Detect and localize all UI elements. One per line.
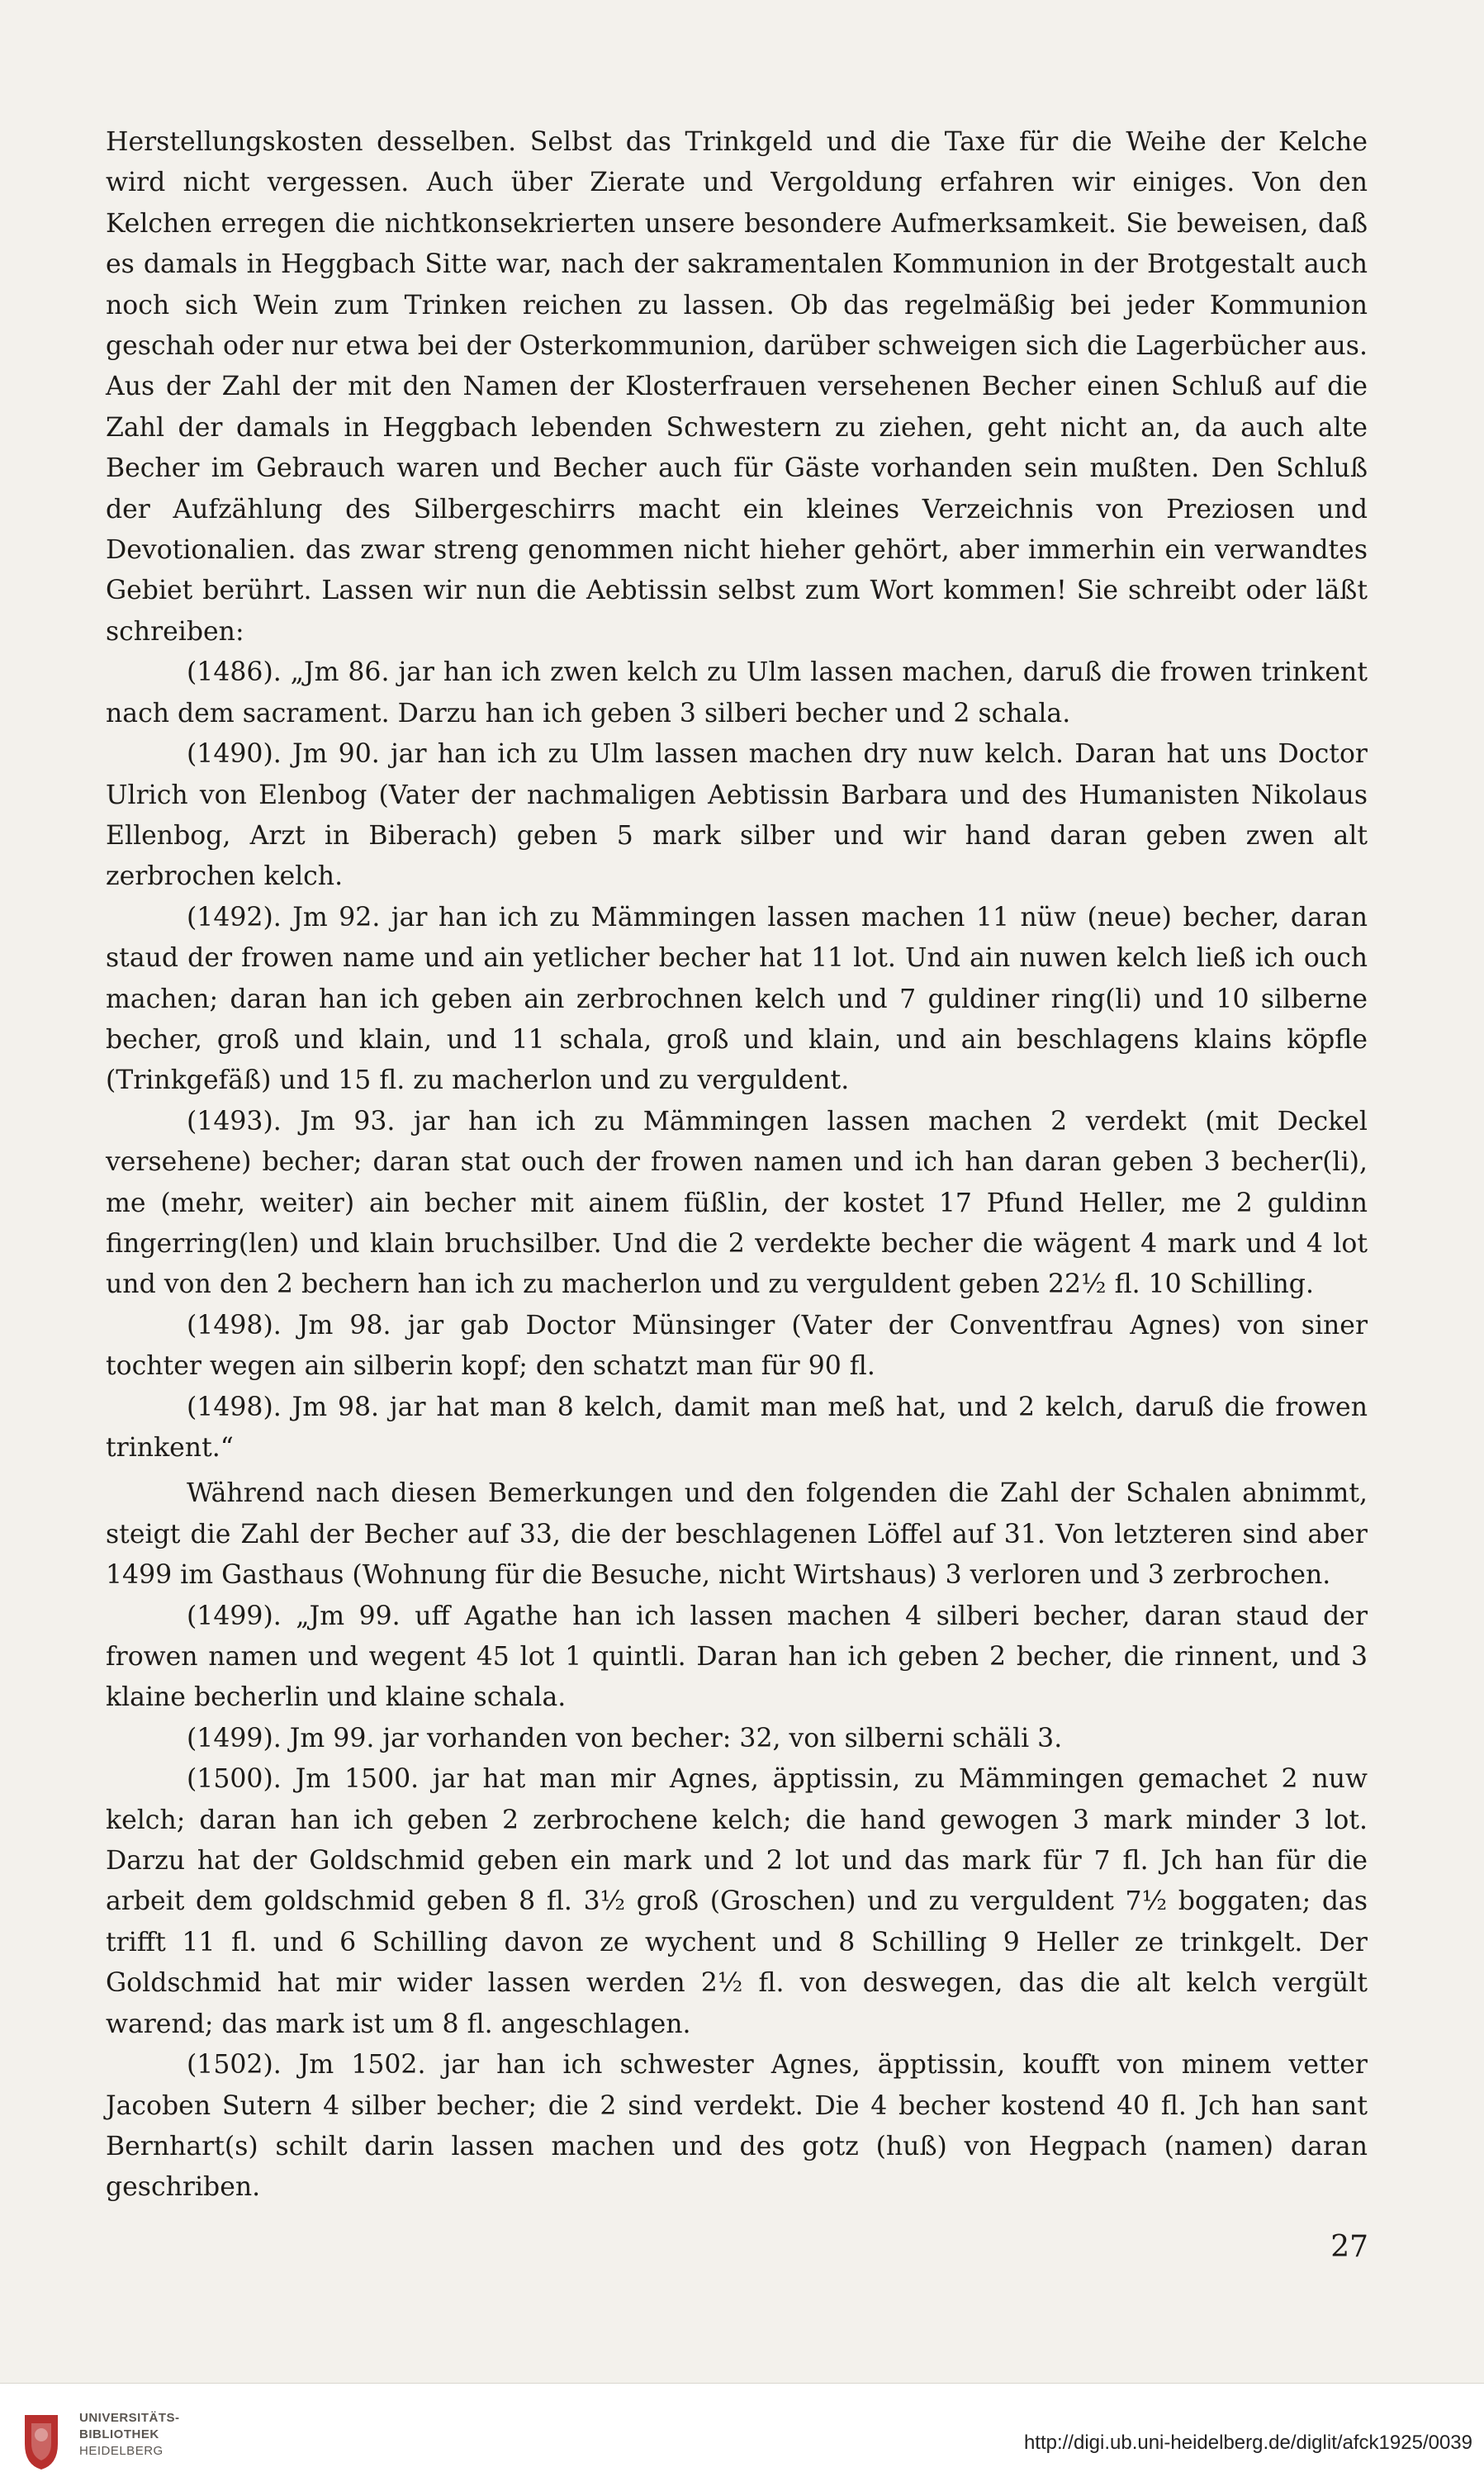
paragraph-1498-a: (1498). Jm 98. jar gab Doctor Münsinger (Vater der Conventfrau Agnes) von siner tochter wegen ain silberin kopf; den schatzt man für 90 fl. xyxy=(106,1310,1368,1382)
footer xyxy=(0,2383,1484,2491)
university-seal-icon xyxy=(17,2407,66,2473)
paragraph-1492: (1492). Jm 92. jar han ich zu Mämmingen lassen machen 11 nüw (neue) becher, daran staud der frowen name und ain yetlicher becher hat 11 lot. Und ain nuwen kelch ließ ich ouch machen; daran han ich geben ain zerbrochnen kelch und 7 guldiner ring(li) und 10 silberne becher, groß und klain, und 11 schala, groß und klain, und ain beschlagens klains köpfle (Trinkgefäß) und 15 fl. zu macherlon und zu verguldent. xyxy=(106,902,1368,1096)
paragraph-1502: (1502). Jm 1502. jar han ich schwester Agnes, äpptissin, koufft von minem vetter Jacoben Sutern 4 silber becher; die 2 sind verdekt. Die 4 becher kostend 40 fl. Jch han sant Bernhart(s) schilt darin lassen machen und des gotz (huß) von Hegpach (namen) daran geschriben. xyxy=(106,2050,1368,2203)
paragraph-1486: (1486). „Jm 86. jar han ich zwen kelch zu Ulm lassen machen, daruß die frowen trinkent nach dem sacrament. Darzu han ich geben 3 silberi becher und 2 schala. xyxy=(106,657,1368,728)
paragraph-1499-b: (1499). Jm 99. jar vorhanden von becher: 32, von silberni schäli 3. xyxy=(187,1723,1063,1753)
library-line-1: UNIVERSITÄTS- xyxy=(79,2411,180,2425)
paragraph-1500: (1500). Jm 1500. jar hat man mir Agnes, äpptissin, zu Mämmingen gemachet 2 nuw kelch; daran han ich geben 2 zerbrochene kelch; die hand gewogen 3 mark minder 3 lot. Darzu hat der Goldschmid geben ein mark und 2 lot und das mark für 7 fl. Jch han für die arbeit dem goldschmid geben 8 fl. 3½ groß (Groschen) und zu verguldent 7½ boggaten; das trifft 11 fl. und 6 Schilling davon ze wychent und 8 Schilling 9 Heller ze trinkgelt. Der Goldschmid hat mir wider lassen werden 2½ fl. von deswegen, das die alt kelch vergült warend; das mark ist um 8 fl. angeschlagen. xyxy=(106,1764,1368,2039)
paragraph-1493: (1493). Jm 93. jar han ich zu Mämmingen lassen machen 2 verdekt (mit Deckel versehene) becher; daran stat ouch der frowen namen und ich han daran geben 3 becher(li), me (mehr, weiter) ain becher mit ainem füßlin, der kostet 17 Pfund Heller, me 2 guldinn fingerring(len) und klain bruchsilber. Und die 2 verdekte becher die wägent 4 mark und 4 lot und von den 2 bechern han ich zu macherlon und zu verguldent geben 22½ fl. 10 Schilling. xyxy=(106,1106,1368,1300)
library-line-3: HEIDELBERG xyxy=(79,2444,164,2458)
source-url-link[interactable]: http://digi.ub.uni-heidelberg.de/diglit/afck1925/0039 xyxy=(1023,2432,1472,2454)
library-line-2: BIBLIOTHEK xyxy=(79,2427,159,2441)
page-number: 27 xyxy=(1330,2230,1368,2264)
paragraph-1: Herstellungskosten desselben. Selbst das Trinkgeld und die Taxe für die Weihe der Kelche wird nicht vergessen. Auch über Zierate und Vergoldung erfahren wir einiges. Von den Kelchen erregen die nichtkonsekrierten unsere besondere Aufmerksamkeit. Sie beweisen, daß es damals in Heggbach Sitte war, nach der sakramentalen Kommunion in der Brotgestalt auch noch sich Wein zum Trinken reichen zu lassen. Ob das regelmäßig bei jeder Kommunion geschah oder nur etwa bei der Osterkommunion, darüber schweigen sich die Lagerbücher aus. Aus der Zahl der mit den Namen der Klosterfrauen versehenen Becher einen Schluß auf die Zahl der damals in Heggbach lebenden Schwestern zu ziehen, geht nicht an, da auch alte Becher im Gebrauch waren und Becher auch für Gäste vorhanden sein mußten. Den Schluß der Aufzählung des Silbergeschirrs macht ein kleines Verzeichnis von Preziosen und Devotionalien. das zwar streng genommen nicht hieher gehört, aber immerhin ein verwandtes Gebiet berührt. Lassen wir nun die Aebtissin selbst zum Wort kommen! Sie schreibt oder läßt schreiben: xyxy=(106,127,1368,647)
paragraph-commentary: Während nach diesen Bemerkungen und den folgenden die Zahl der Schalen abnimmt, steigt die Zahl der Becher auf 33, die der beschlagenen Löffel auf 31. Von letzteren sind aber 1499 im Gasthaus (Wohnung für die Besuche, nicht Wirtshaus) 3 verloren und 3 zerbrochen. xyxy=(106,1478,1368,1591)
paragraph-1490: (1490). Jm 90. jar han ich zu Ulm lassen machen dry nuw kelch. Daran hat uns Doctor Ulrich von Elenbog (Vater der nachmaligen Aebtissin Barbara und des Humanisten Nikolaus Ellenbog, Arzt in Biberach) geben 5 mark silber und wir hand daran geben zwen alt zerbrochen kelch. xyxy=(106,739,1368,892)
paragraph-1498-b: (1498). Jm 98. jar hat man 8 kelch, damit man meß hat, und 2 kelch, daruß die frowen trinkent.“ xyxy=(106,1392,1368,1463)
paragraph-1499-a: (1499). „Jm 99. uff Agathe han ich lassen machen 4 silberi becher, daran staud der frowen namen und wegent 45 lot 1 quintli. Daran han ich geben 2 becher, die rinnent, und 3 klaine becherlin und klaine schala. xyxy=(106,1601,1368,1713)
body-text xyxy=(106,122,1368,2209)
library-name xyxy=(79,2410,180,2460)
